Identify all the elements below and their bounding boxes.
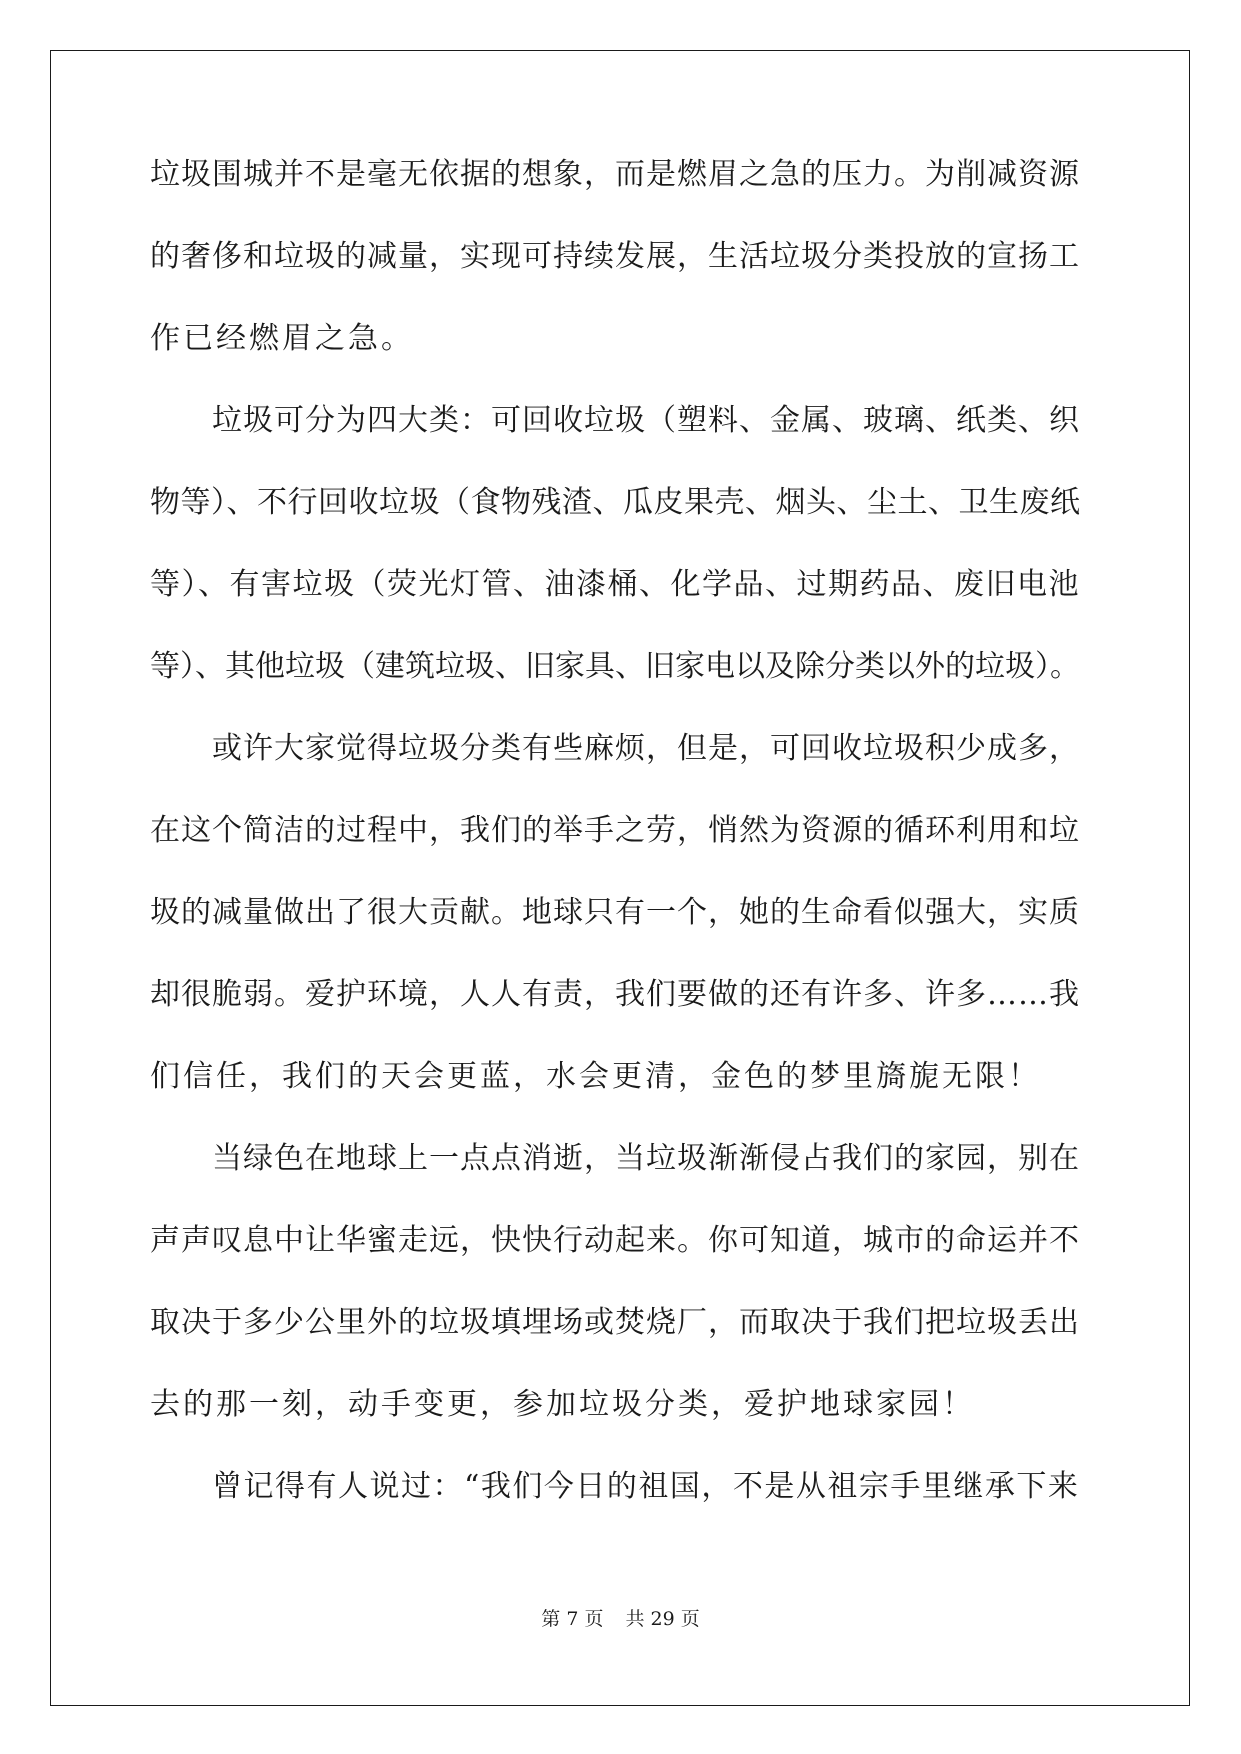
text-line-10: 圾的减量做出了很大贡献。地球只有一个，她的生命看似强大，实质 bbox=[150, 895, 1080, 930]
text-line-17: 曾记得有人说过：“我们今日的祖国，不是从祖宗手里继承下来 bbox=[212, 1469, 1080, 1504]
text-line-6: 等）、有害垃圾（荧光灯管、油漆桶、化学品、过期药品、废旧电池 bbox=[150, 567, 1080, 602]
page-total: 共 29 页 bbox=[625, 1608, 700, 1630]
text-line-2: 的奢侈和垃圾的减量，实现可持续发展，生活垃圾分类投放的宣扬工 bbox=[150, 239, 1080, 274]
text-line-5: 物等）、不行回收垃圾（食物残渣、瓜皮果壳、烟头、尘土、卫生废纸 bbox=[150, 485, 1081, 520]
text-line-16: 去的那一刻，动手变更，参加垃圾分类，爱护地球家园！ bbox=[150, 1387, 975, 1422]
text-line-3: 作已经燃眉之急。 bbox=[150, 321, 414, 356]
text-line-8: 或许大家觉得垃圾分类有些麻烦，但是，可回收垃圾积少成多， bbox=[212, 731, 1080, 766]
text-line-14: 声声叹息中让华蜜走远，快快行动起来。你可知道，城市的命运并不 bbox=[150, 1223, 1080, 1258]
text-line-11: 却很脆弱。爱护环境，人人有责，我们要做的还有许多、许多……我 bbox=[150, 977, 1080, 1012]
page-number: 第 7 页 bbox=[541, 1608, 604, 1630]
text-line-12: 们信任，我们的天会更蓝，水会更清，金色的梦里旖旎无限！ bbox=[150, 1059, 1041, 1094]
document-body bbox=[150, 155, 1090, 1549]
text-line-9: 在这个简洁的过程中，我们的举手之劳，悄然为资源的循环利用和垃 bbox=[150, 813, 1080, 848]
text-line-4: 垃圾可分为四大类：可回收垃圾（塑料、金属、玻璃、纸类、织 bbox=[212, 403, 1080, 438]
text-line-7: 等）、其他垃圾（建筑垃圾、旧家具、旧家电以及除分类以外的垃圾）。 bbox=[150, 649, 1080, 684]
text-line-1: 垃圾围城并不是毫无依据的想象，而是燃眉之急的压力。为削减资源 bbox=[150, 157, 1080, 192]
text-line-13: 当绿色在地球上一点点消逝，当垃圾渐渐侵占我们的家园，别在 bbox=[212, 1141, 1080, 1176]
page-footer bbox=[0, 1604, 1241, 1631]
text-line-15: 取决于多少公里外的垃圾填埋场或焚烧厂，而取决于我们把垃圾丢出 bbox=[150, 1305, 1080, 1340]
